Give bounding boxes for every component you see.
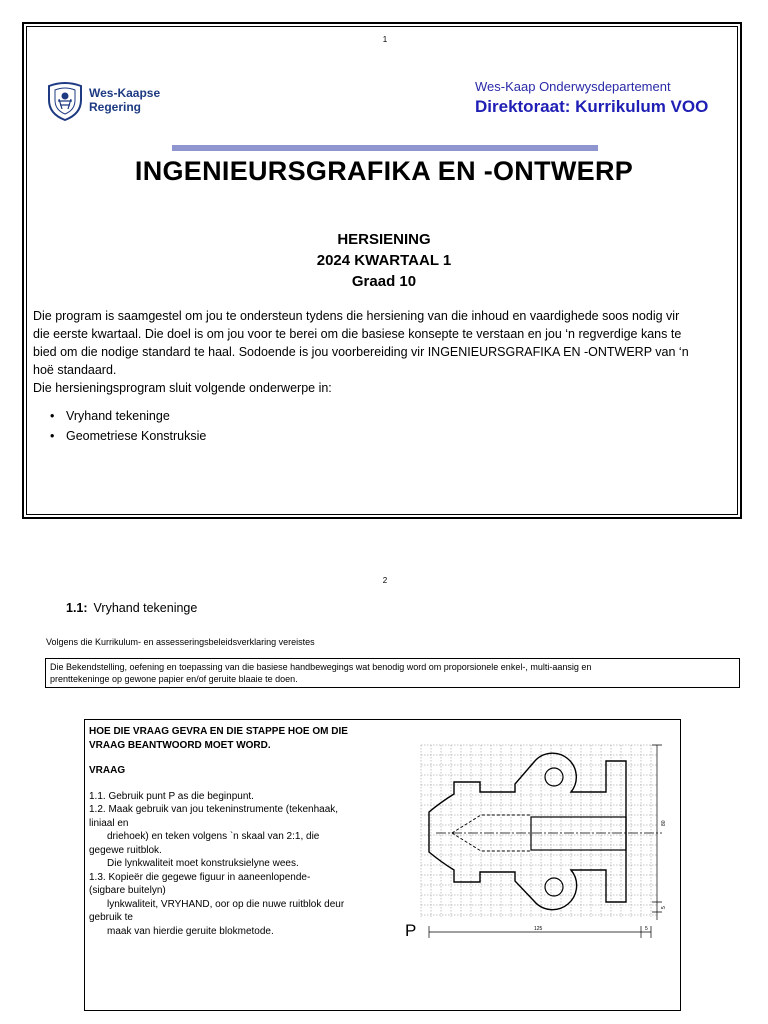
question-text	[89, 725, 409, 938]
gov-name-line2: Regering	[89, 100, 142, 114]
intro-line: die eerste kwartaal. Die doel is om jou voor te berei om die basiese konsepte te verstaan en jou ‘n regverdige kans te	[33, 327, 682, 341]
drawing-svg	[416, 740, 676, 940]
gov-logo	[46, 81, 84, 126]
question-heading: VRAAG BEANTWOORD MOET WORD.	[89, 739, 271, 751]
section-title: Vryhand tekeninge	[93, 601, 198, 615]
subtitle-grade: Graad 10	[351, 273, 417, 290]
coat-of-arms-icon	[46, 81, 84, 121]
grid-lines	[421, 745, 657, 917]
list-item: • Geometriese Konstruksie	[50, 426, 206, 446]
section-heading	[66, 601, 197, 615]
subtitle-hersiening: HERSIENING	[337, 231, 431, 248]
requirement-caption: Volgens die Kurrikulum- en assesseringsbeleidsverklaring vereistes	[46, 637, 315, 647]
question-line: maak van hierdie geruite blokmetode.	[107, 925, 274, 937]
requirement-line: Die Bekendstelling, oefening en toepassing van die basiese handbewegings wat benodig word om proporsionele enkel-, multi-aansig en	[50, 662, 592, 672]
directorate-name: Direktoraat: Kurrikulum VOO	[475, 97, 709, 116]
figure-outline	[429, 753, 626, 909]
question-line: 1.3. Kopieër die gegewe figuur in aaneenlopende-	[89, 871, 311, 883]
question-line: 1.1. Gebruik punt P as die beginpunt.	[89, 790, 254, 802]
question-line: (sigbare buitelyn)	[89, 885, 166, 896]
title-accent-bar	[172, 145, 598, 151]
hole-top	[545, 768, 563, 786]
department-name: Wes-Kaap Onderwysdepartement	[475, 79, 671, 94]
question-line: gegewe ruitblok.	[89, 844, 162, 856]
point-p-label: P	[405, 921, 417, 940]
question-line: driehoek) en teken volgens `n skaal van 2:1, die	[107, 831, 320, 842]
page-number: 2	[382, 576, 388, 585]
intro-line: bied om die nodige standard te haal. Sodoende is jou voorbereiding vir INGENIEURSGRAFIKA EN -ONTWERP van ‘n	[33, 345, 689, 359]
intro-line: Die hersieningsprogram sluit volgende onderwerpe in:	[33, 381, 332, 395]
topic-list	[50, 406, 206, 446]
question-line: lynkwaliteit, VRYHAND, oor op die nuwe ruitblok deur	[107, 898, 345, 910]
question-line: liniaal en	[89, 817, 129, 829]
page-number: 1	[382, 35, 388, 44]
intro-paragraph	[33, 307, 733, 397]
subtitle-term: 2024 KWARTAAL 1	[316, 252, 452, 269]
document-title: INGENIEURSGRAFIKA EN -ONTWERP	[134, 156, 634, 186]
dim-width-label: 125	[534, 926, 543, 932]
dim-small-label: 5	[645, 926, 648, 932]
requirement-line: prenttekeninge op gewone papier en/of geruite blaaie te doen.	[50, 674, 298, 684]
gov-name-line1: Wes-Kaapse	[89, 86, 161, 100]
dim-height-label: 80	[661, 820, 667, 826]
hole-bottom	[545, 878, 563, 896]
question-line: gebruik te	[89, 912, 133, 923]
list-item: • Vryhand tekeninge	[50, 406, 206, 426]
requirement-box	[45, 658, 740, 688]
question-line: Die lynkwaliteit moet konstruksielyne wees.	[107, 858, 299, 869]
section-number: 1.1:	[66, 601, 88, 615]
vraag-label: VRAAG	[89, 765, 126, 776]
intro-line: hoë standaard.	[33, 363, 117, 377]
dim-small-label: 5	[661, 906, 667, 909]
grid-drawing	[416, 740, 676, 945]
question-heading: HOE DIE VRAAG GEVRA EN DIE STAPPE HOE OM DIE	[89, 726, 348, 737]
intro-line: Die program is saamgestel om jou te ondersteun tydens die hersiening van die inhoud en vaardighede soos nodig vir	[33, 309, 680, 323]
question-line: 1.2. Maak gebruik van jou tekeninstrumente (tekenhaak,	[89, 804, 339, 815]
